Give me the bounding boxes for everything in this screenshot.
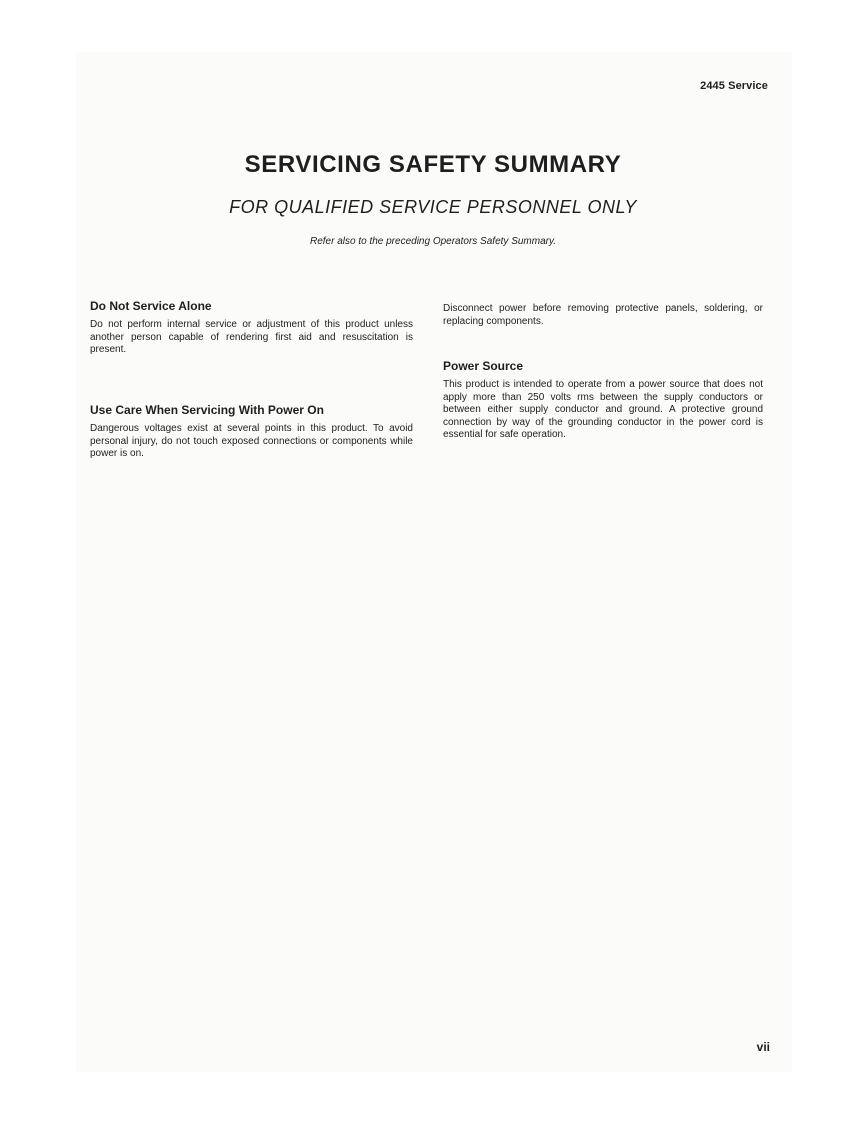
section-use-care-power-on xyxy=(90,403,413,461)
section-body: Disconnect power before removing protective panels, soldering, or replacing components. xyxy=(443,303,763,327)
section-body: Do not perform internal service or adjustment of this product unless another person capable of rendering first aid and resuscitation is present. xyxy=(90,319,413,356)
page-subtitle: FOR QUALIFIED SERVICE PERSONNEL ONLY xyxy=(229,197,637,217)
section-heading: Power Source xyxy=(443,359,524,373)
section-disconnect-power xyxy=(443,303,763,328)
section-do-not-service-alone xyxy=(90,299,413,357)
refer-note: Refer also to the preceding Operators Safety Summary. xyxy=(309,236,557,247)
section-heading: Do Not Service Alone xyxy=(90,299,212,313)
section-power-source xyxy=(443,359,763,442)
page-title: SERVICING SAFETY SUMMARY xyxy=(244,151,622,178)
section-heading: Use Care When Servicing With Power On xyxy=(90,403,324,417)
section-body: Dangerous voltages exist at several points in this product. To avoid personal injury, do not touch exposed connections or components while power is on. xyxy=(90,423,413,460)
section-body: This product is intended to operate from a power source that does not apply more than 250 volts rms between the supply conductors or between either supply conductor and ground. A protective ground connection by way of the grounding conductor in the power cord is essential for safe operation. xyxy=(443,379,763,441)
manual-header-label: 2445 Service xyxy=(700,80,768,92)
page-number: vii xyxy=(756,1040,770,1054)
